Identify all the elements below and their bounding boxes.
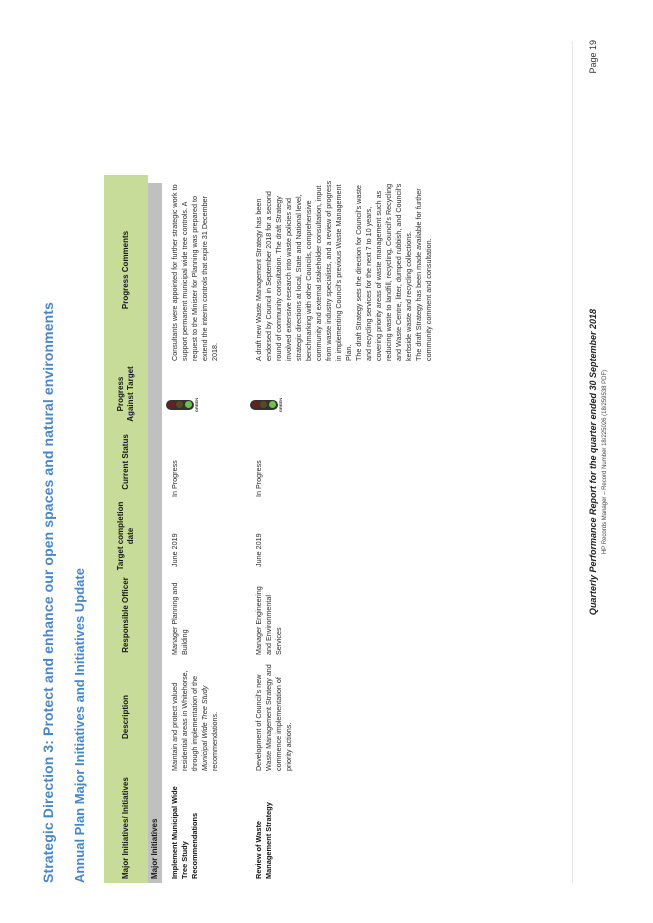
- page-title: Strategic Direction 3: Protect and enhance our open spaces and natural environments: [40, 302, 56, 883]
- footer-divider: [572, 41, 573, 883]
- header-current-status: Current Status: [104, 423, 148, 501]
- header-description: Description: [104, 659, 148, 775]
- row1-comments: Consultants were appointed for further strategic work to support permanent municipal wide tree controls. A request to the Minister for Planning was prepared to extend the interim controls that expire 31 December 2018.: [170, 184, 219, 361]
- footer-report-title: Quarterly Performance Report for the quarter ended 30 September 2018: [588, 308, 598, 616]
- header-progress-against-target: Progress Against Target: [104, 365, 148, 423]
- row2-comments: [254, 179, 434, 361]
- header-officer: Responsible Officer: [104, 571, 148, 659]
- header-target-date: Target completion date: [104, 501, 148, 571]
- header-progress-comments: Progress Comments: [104, 175, 148, 365]
- row1-target-date: June 2019: [170, 533, 179, 567]
- row2-status: In Progress: [254, 460, 263, 497]
- row1-status: In Progress: [170, 460, 179, 497]
- row2-target-date: June 2019: [254, 533, 263, 567]
- header-initiatives: Major Initiatives/ Initiatives: [104, 771, 148, 883]
- row2-comments-paragraph-1: A draft new Waste Management Strategy has been endorsed by Council in September 2018 for a second round of community consultation. The draft Strategy involved extensive research into waste policies and strategic directions at local, State and National level, benchmarking with other Councils, comprehensive community and external stakeholder consultation, input from waste industry specialists, and a review of progress in implementing Council's previous Waste Management Plan.: [254, 180, 353, 361]
- page-number: Page 19: [588, 40, 598, 74]
- section-major-initiatives: Major Initiatives: [148, 183, 162, 883]
- row1-progress-label: GREEN: [194, 397, 199, 413]
- row2-description: Development of Council's new Waste Management Strategy and commence implementation of priority actions.: [254, 664, 293, 771]
- row2-initiative: Review of Waste Management Strategy: [254, 802, 273, 879]
- footer-record-reference: HP Records Manager – Record Number 18/225026 (18/259538 PDF): [602, 369, 608, 555]
- row1-initiative: Implement Municipal Wide Tree Study Recommendations: [170, 786, 199, 879]
- row1-description-study-title: Municipal Wide Tree Study: [200, 685, 209, 771]
- row1-green-lamp: [185, 402, 192, 409]
- initiatives-table: [104, 41, 554, 883]
- row1-description: Maintain and protect valued residential areas in Whitehorse, through implementation of the Municipal Wide Tree Study recommendations.: [170, 670, 219, 771]
- row2-comments-paragraph-3: The draft Strategy has been made available for further community comment and consultation.: [414, 188, 433, 361]
- row2-progress-label: GREEN: [278, 397, 283, 413]
- row2-green-lamp: [269, 402, 276, 409]
- row2-traffic-light-icon: [250, 397, 283, 413]
- page-subtitle: Annual Plan Major Initiatives and Initiatives Update: [72, 568, 87, 883]
- row2-officer: Manager Engineering and Environmental Services: [254, 586, 283, 655]
- row2-comments-paragraph-2: The draft Strategy sets the direction for Council's waste and recycling services for the next 7 to 10 years, covering priority areas of waste management such as reducing waste to landfill, recycling, Council's Recycling and Waste Centre, litter, dumped rubbish, and Council's kerbside waste and recycling collections.: [354, 183, 413, 361]
- row1-officer: Manager Planning and Building: [170, 582, 189, 655]
- row1-traffic-light-icon: [166, 397, 199, 413]
